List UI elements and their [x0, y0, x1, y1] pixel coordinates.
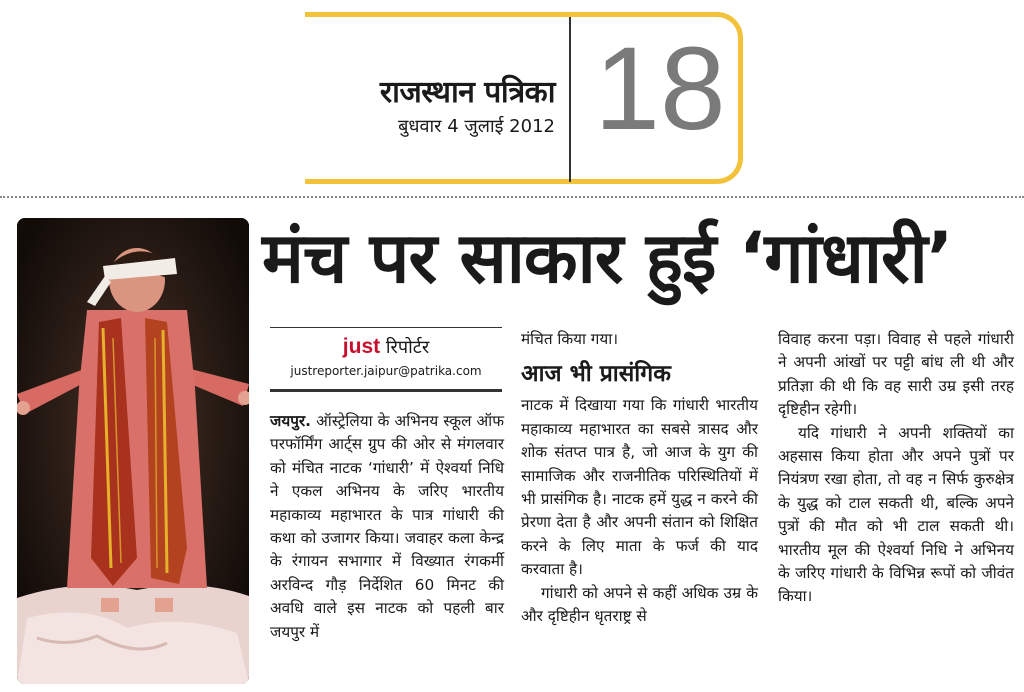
article-column-2	[521, 328, 758, 628]
issue-date: बुधवार 4 जुलाई 2012	[398, 116, 555, 137]
column-2-paragraph-2: गांधारी को अपने से कहीं अधिक उम्र के और दृष्टिहीन धृतराष्ट्र से	[521, 583, 758, 626]
page-number: 18	[594, 23, 726, 155]
column-2-paragraph-1: नाटक में दिखाया गया कि गांधारी भारतीय महाकाव्य महाभारत का सबसे त्रासद और शोक संतप्त पात्र है, जो आज के युग की सामाजिक और राजनीतिक परिस्थितियों में भी प्रासंगिक है। नाटक हमें युद्ध न करने की प्रेरणा देता है और अपनी संतान को शिक्षित करने के लिए माता के फर्ज की याद करवाता है।	[521, 396, 758, 579]
byline-email: justreporter.jaipur@patrika.com	[290, 364, 482, 378]
article-photo	[17, 218, 249, 684]
newspaper-name: राजस्थान पत्रिका	[379, 75, 555, 110]
byline-rule-bottom	[270, 389, 502, 392]
masthead-divider	[569, 17, 571, 182]
byline	[270, 335, 502, 359]
byline-rule-top	[270, 327, 502, 328]
subheading: आज भी प्रासंगिक	[521, 361, 671, 388]
column-3-paragraph-2: यदि गांधारी ने अपनी शक्तियों का अहसास किया होता और अपने पुत्रों पर नियंत्रण रखा होता, तो वह न सिर्फ कुरुक्षेत्र के युद्ध को टाल सकती थी, बल्कि अपने पुत्रों की मौत को भी टाल सकती थी। भारतीय मूल की ऐश्वर्या निधि ने अभिनय के जरिए गांधारी के विभिन्न रूपों को जीवंत किया।	[778, 423, 1014, 606]
dateline: जयपुर.	[270, 412, 311, 430]
article-column-1	[270, 410, 504, 644]
article-headline: मंच पर साकार हुई ‘गांधारी’	[262, 217, 953, 299]
column-3-paragraph-1: विवाह करना पड़ा। विवाह से पहले गांधारी ने अपनी आंखों पर पट्टी बांध ली थी और प्रतिज्ञा की थी कि वह सारी उम्र इसी तरह दृष्टिहीन रहेगी।	[778, 330, 1014, 419]
byline-role: रिपोर्टर	[385, 337, 430, 358]
byline-brand: just	[342, 335, 381, 358]
column-2-lead: मंचित किया गया।	[521, 330, 619, 348]
performer-illustration	[17, 218, 249, 684]
article-column-3	[778, 328, 1014, 609]
section-divider	[0, 196, 1024, 198]
column-1-text: ऑस्ट्रेलिया के अभिनय स्कूल ऑफ परफॉर्मिंग आर्ट्स ग्रुप की ओर से मंगलवार को मंचित नाटक ‘गांधारी’ में ऐश्वर्या निधि ने एकल अभिनय के जरिए भारतीय महाकाव्य महाभारत के पात्र गांधारी की कथा को उजागर किया। जवाहर कला केन्द्र के रंगायन सभागार में विख्यात रंगकर्मी अरविन्द गौड़ निर्देशित 60 मिनट की अवधि वाले इस नाटक को पहली बार जयपुर में	[270, 412, 504, 641]
